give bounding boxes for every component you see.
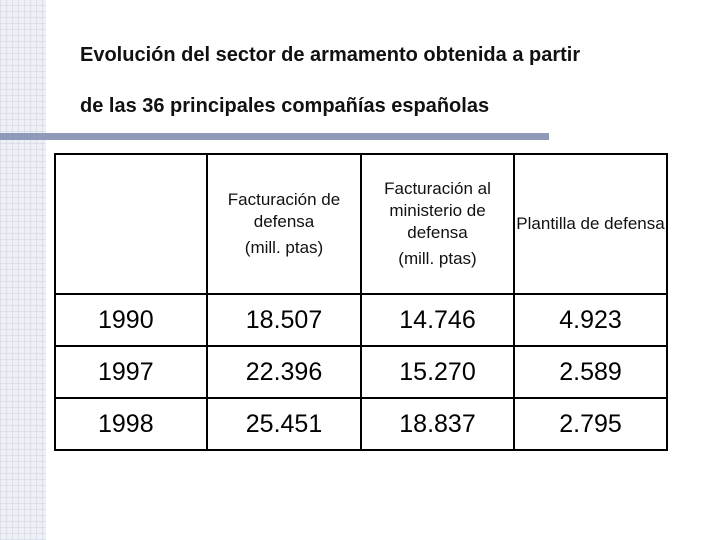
ministerio-cell: 18.837 (361, 398, 514, 450)
header-facturacion-ministerio (361, 154, 514, 294)
facturacion-cell: 25.451 (207, 398, 361, 450)
header-unit: (mill. ptas) (398, 249, 477, 268)
header-facturacion-defensa (207, 154, 361, 294)
ministerio-cell: 14.746 (361, 294, 514, 346)
year-cell: 1990 (55, 294, 207, 346)
header-plantilla-defensa (514, 154, 667, 294)
armament-sector-table (54, 153, 668, 451)
facturacion-cell: 18.507 (207, 294, 361, 346)
plantilla-cell: 2.795 (514, 398, 667, 450)
plantilla-cell: 2.589 (514, 346, 667, 398)
year-cell: 1997 (55, 346, 207, 398)
table-header-row (55, 154, 667, 294)
title-underline-rule (0, 133, 549, 140)
table-row (55, 346, 667, 398)
header-cell-empty (55, 154, 207, 294)
header-unit: (mill. ptas) (244, 238, 324, 257)
header-label: Plantilla de defensa (516, 214, 665, 233)
plantilla-cell: 4.923 (514, 294, 667, 346)
left-decorative-stripe (0, 0, 46, 540)
table-row (55, 294, 667, 346)
slide-title-line-1: Evolución del sector de armamento obtenida a partir (80, 44, 581, 66)
year-cell: 1998 (55, 398, 207, 450)
slide-title-line-2: de las 36 principales compañías españolas (80, 95, 490, 117)
header-label: Facturación de defensa (227, 190, 341, 231)
header-label: Facturación al ministerio de defensa (384, 179, 491, 242)
ministerio-cell: 15.270 (361, 346, 514, 398)
facturacion-cell: 22.396 (207, 346, 361, 398)
table-row (55, 398, 667, 450)
